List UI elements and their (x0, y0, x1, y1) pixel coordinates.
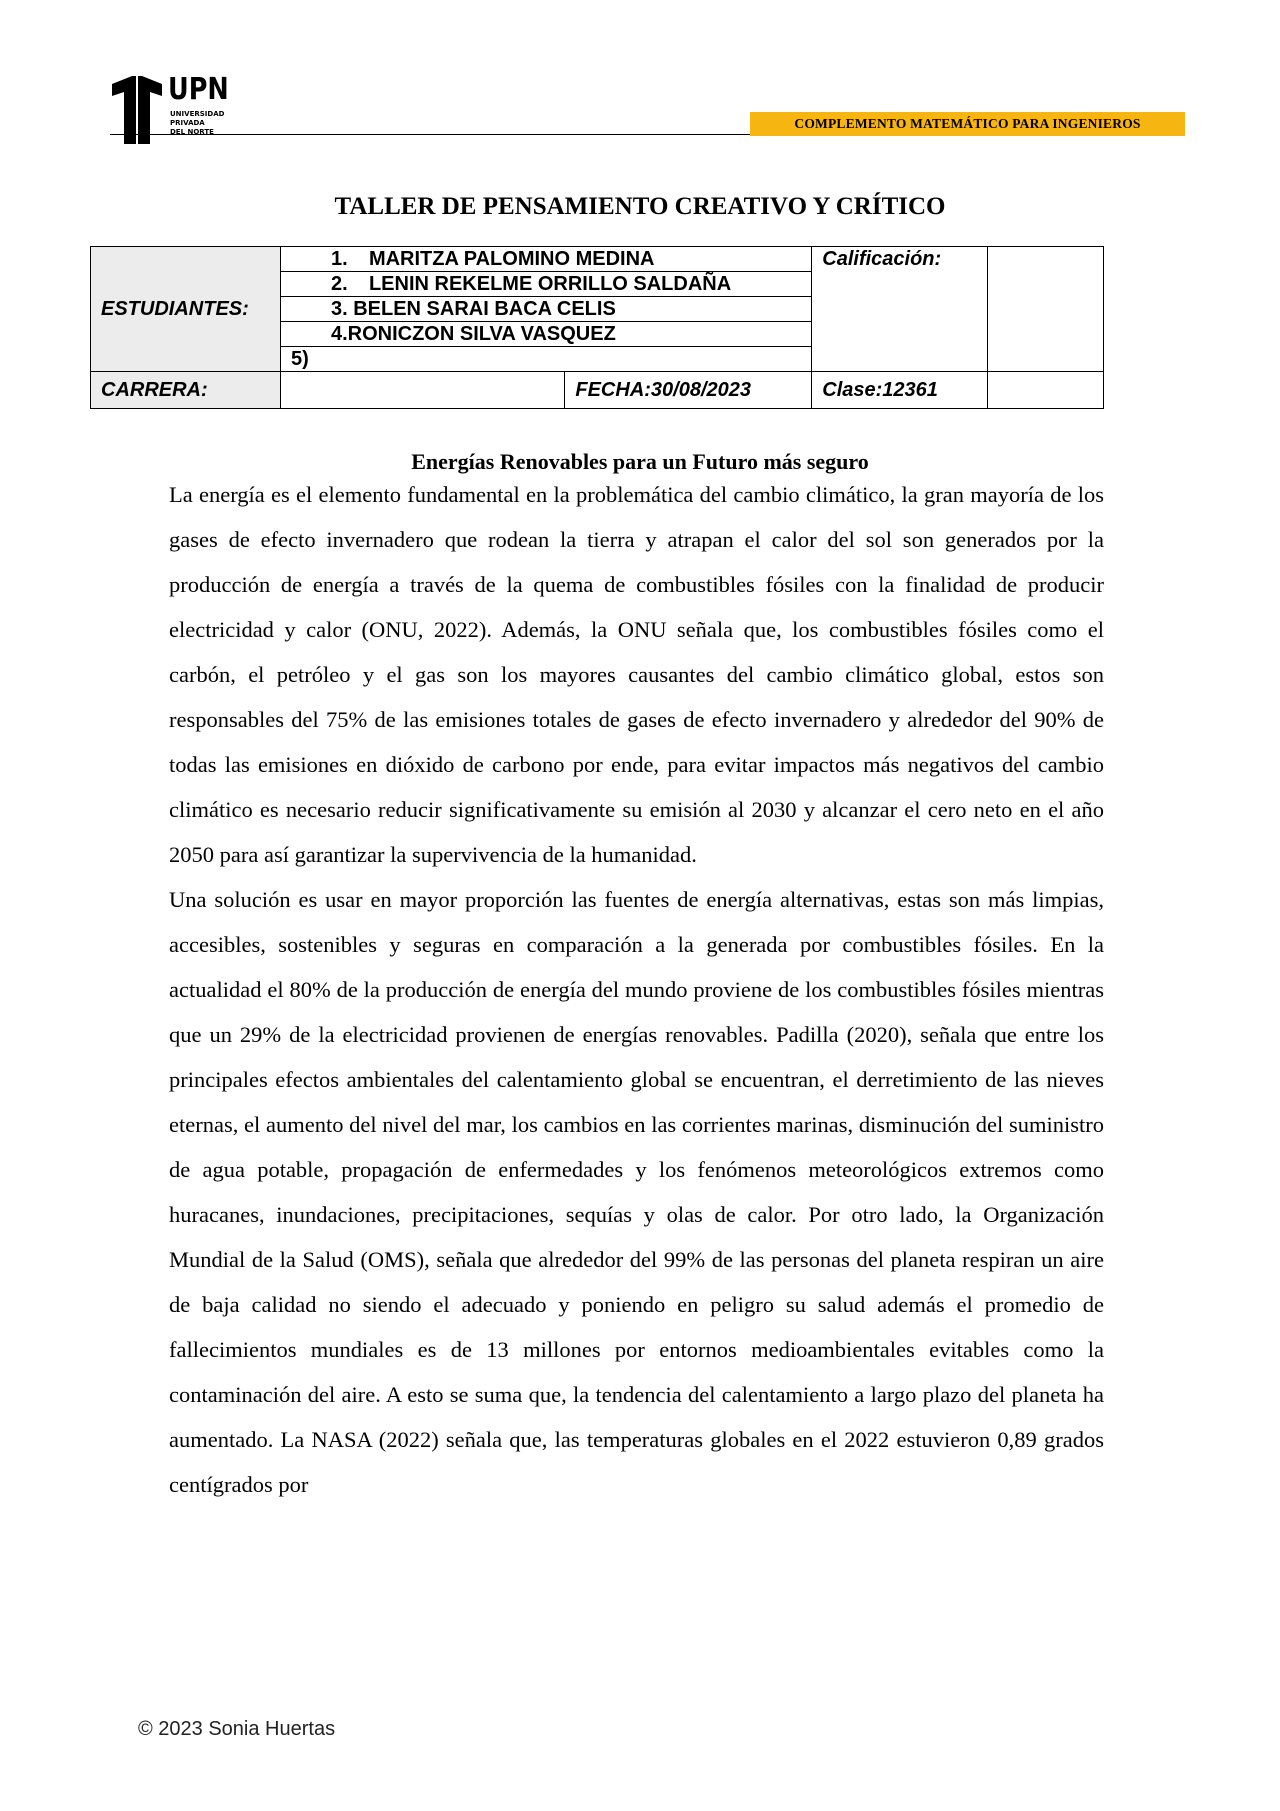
logo-subtitle-line-1: UNIVERSIDAD (170, 110, 225, 118)
carrera-label: CARRERA: (91, 372, 281, 409)
course-banner: COMPLEMENTO MATEMÁTICO PARA INGENIEROS (750, 112, 1185, 136)
page-title: TALLER DE PENSAMIENTO CREATIVO Y CRÍTICO (334, 193, 946, 220)
student-5: 5) (280, 347, 811, 372)
student-2-name: LENIN REKELME ORRILLO SALDAÑA (368, 273, 732, 295)
carrera-value-cell (280, 372, 564, 409)
student-1-number: 1. (330, 248, 348, 270)
student-2-number: 2. (330, 273, 348, 295)
clase-extra-cell (988, 372, 1104, 409)
table-row (91, 372, 1104, 409)
footer-copyright: © 2023 Sonia Huertas (138, 1718, 336, 1740)
student-info-table (90, 246, 1104, 409)
logo-brand: UPN (168, 72, 229, 107)
calificacion-label: Calificación: (812, 247, 988, 372)
essay-paragraph-2: Una solución es usar en mayor proporción las fuentes de energía alternativas, estas son más limpias, accesibles, sostenibles y seguras en comparación a la generada por combustibles fósiles. En la actualidad el 80% de la producción de energía del mundo proviene de los combustibles fósiles mientras que un 29% de la electricidad provienen de energías renovables. Padilla (2020), señala que entre los principales efectos ambientales del calentamiento global se encuentran, el derretimiento de las nieves eternas, el aumento del nivel del mar, los cambios en las corrientes marinas, disminución del suministro de agua potable, propagación de enfermedades y los fenómenos meteorológicos extremos como huracanes, inundaciones, precipitaciones, sequías y olas de calor. Por otro lado, la Organización Mundial de la Salud (OMS), señala que alrededor del 99% de las personas del planeta respiran un aire de baja calidad no siendo el adecuado y poniendo en peligro su salud además el promedio de fallecimientos mundiales es de 13 millones por entornos medioambientales evitables como la contaminación del aire. A esto se suma que, la tendencia del calentamiento a largo plazo del planeta ha aumentado. La NASA (2022) señala que, las temperaturas globales en el 2022 estuvieron 0,89 grados centígrados por (169, 887, 1104, 1497)
student-1-name: MARITZA PALOMINO MEDINA (368, 248, 655, 270)
student-3: 3. BELEN SARAI BACA CELIS (280, 297, 811, 322)
students-label: ESTUDIANTES: (91, 247, 281, 372)
essay-paragraph-1: La energía es el elemento fundamental en la problemática del cambio climático, la gran mayoría de los gases de efecto invernadero que rodean la tierra y atrapan el calor del sol son generados por la producción de energía a través de la quema de combustibles fósiles con la finalidad de producir electricidad y calor (ONU, 2022). Además, la ONU señala que, los combustibles fósiles como el carbón, el petróleo y el gas son los mayores causantes del cambio climático global, estos son responsables del 75% de las emisiones totales de gases de efecto invernadero y alrededor del 90% de todas las emisiones en dióxido de carbono por ende, para evitar impactos más negativos del cambio climático es necesario reducir significativamente su emisión al 2030 y alcanzar el cero neto en el año 2050 para así garantizar la supervivencia de la humanidad. (169, 482, 1104, 867)
clase-value: Clase:12361 (812, 372, 988, 409)
essay-body (169, 472, 1104, 1507)
fecha-value: FECHA:30/08/2023 (565, 372, 812, 409)
calificacion-value-cell (988, 247, 1104, 372)
essay-title: Energías Renovables para un Futuro más seguro (411, 449, 869, 474)
student-1 (280, 247, 811, 272)
logo-subtitle-line-3: DEL NORTE (170, 128, 214, 136)
table-row (91, 247, 1104, 272)
logo-subtitle-line-2: PRIVADA (170, 119, 205, 127)
student-4: 4.RONICZON SILVA VASQUEZ (280, 322, 811, 347)
upn-logo (110, 74, 240, 146)
student-2 (280, 272, 811, 297)
